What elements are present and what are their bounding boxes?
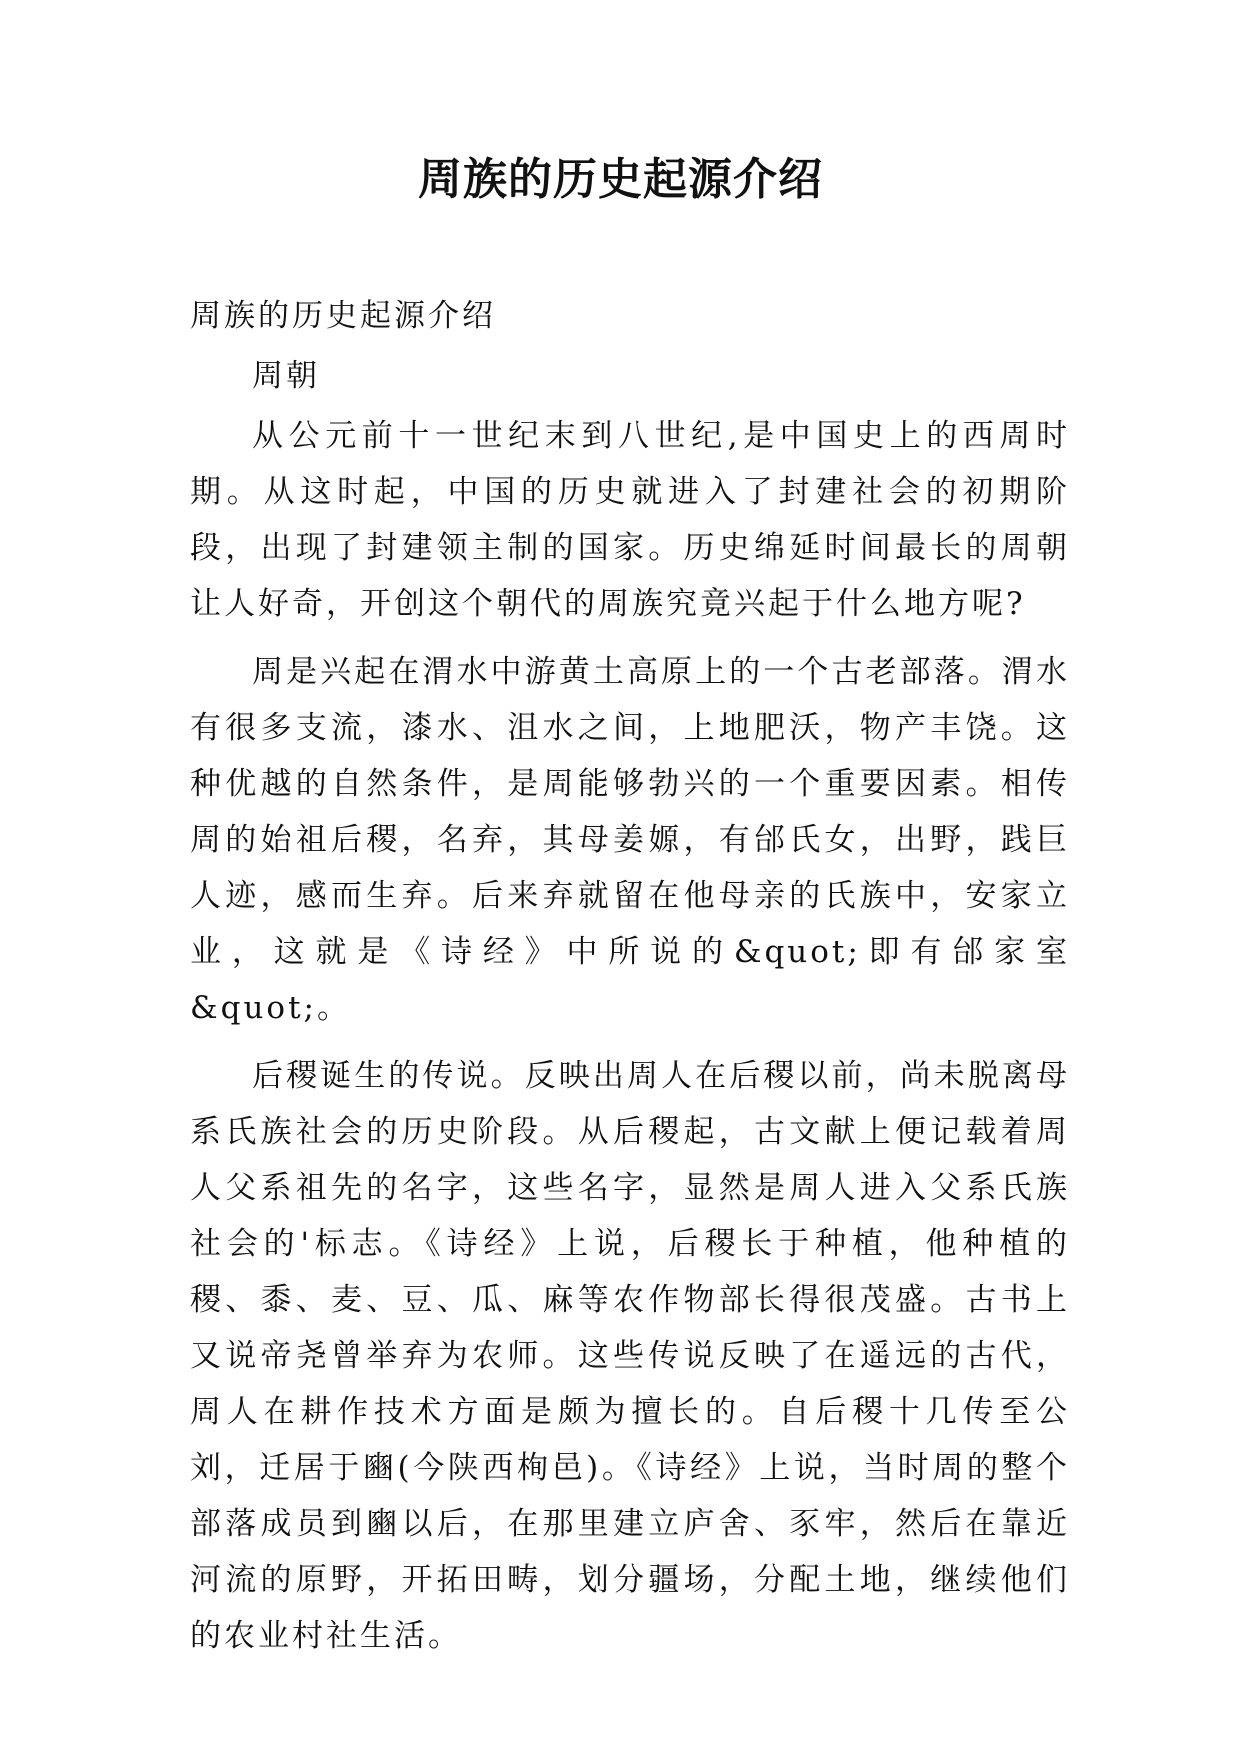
document-body [190, 288, 1070, 1676]
body-paragraph: 周是兴起在渭水中游黄土高原上的一个古老部落。渭水有很多支流，漆水、沮水之间，上地肥沃，物产丰饶。这种优越的自然条件，是周能够勃兴的一个重要因素。相传周的始祖后稷，名弃，其母姜嫄，有邰氏女，出野，践巨人迹，感而生弃。后来弃就留在他母亲的氏族中，安家立业，这就是《诗经》中所说的&quot;即有邰家室&quot;。 [190, 654, 1070, 1026]
body-paragraph: 从公元前十一世纪末到八世纪,是中国史上的西周时期。从这时起，中国的历史就进入了封建社会的初期阶段，出现了封建领主制的国家。历史绵延时间最长的周朝让人好奇，开创这个朝代的周族究竟兴起于什么地方呢? [190, 418, 1070, 622]
section-heading: 周朝 [252, 358, 320, 394]
body-paragraph: 后稷诞生的传说。反映出周人在后稷以前，尚未脱离母系氏族社会的历史阶段。从后稷起，古文献上便记载着周人父系祖先的名字，这些名字，显然是周人进入父系氏族社会的'标志。《诗经》上说，后稷长于种植，他种植的稷、黍、麦、豆、瓜、麻等农作物部长得很茂盛。古书上又说帝尧曾举弃为农师。这些传说反映了在遥远的古代，周人在耕作技术方面是颇为擅长的。自后稷十几传至公刘，迁居于豳(今陕西栒邑)。《诗经》上说，当时周的整个部落成员到豳以后，在那里建立庐舍、豕牢，然后在靠近河流的原野，开拓田畴，划分疆场，分配土地，继续他们的农业村社生活。 [190, 1058, 1070, 1654]
document-subtitle: 周族的历史起源介绍 [190, 298, 496, 334]
document-title: 周族的历史起源介绍 [418, 154, 823, 205]
